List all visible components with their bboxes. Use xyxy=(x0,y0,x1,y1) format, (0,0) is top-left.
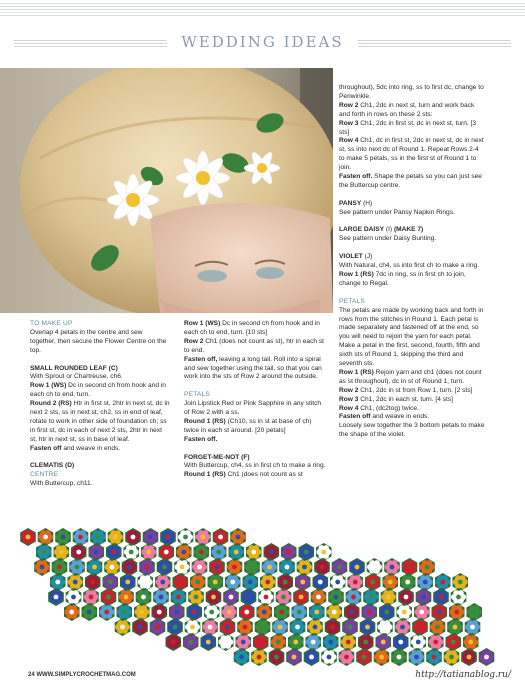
violet-petals-text: The petals are made by working back and forth in rows from the stitches in Round 1. Each petal is made separately and fastened off at the end, so you will need to rejoin the yarn for each petal. Make a petal in the first, second, fourth, fifth and sixth sts of Round 1, skipping the third and seventh sts. xyxy=(339,306,484,368)
crochet-motif xyxy=(89,543,105,561)
column-right xyxy=(339,84,485,440)
crochet-motif xyxy=(55,528,71,546)
crochet-motif xyxy=(257,603,273,621)
crochet-motif xyxy=(230,528,246,546)
footer-watermark-url: http://tatianablog.ru/ xyxy=(415,670,511,680)
crochet-motif xyxy=(446,633,462,651)
crochet-motif xyxy=(204,603,220,621)
crochet-motif xyxy=(391,648,407,666)
crochet-motif xyxy=(159,543,175,561)
crochet-motif xyxy=(463,633,479,651)
crochet-motif xyxy=(363,588,379,606)
crochet-motif xyxy=(393,633,409,651)
crochet-motif xyxy=(152,603,168,621)
header-band xyxy=(0,27,525,57)
crochet-motif xyxy=(192,558,208,576)
crochet-motif xyxy=(223,588,239,606)
violet-petal-fasten: Fasten off and weave in ends. xyxy=(339,413,430,421)
crochet-motif xyxy=(409,648,425,666)
crochet-motif xyxy=(398,588,414,606)
crochet-motif xyxy=(356,648,372,666)
crochet-motif xyxy=(173,573,189,591)
crochet-motif xyxy=(52,558,68,576)
leaf-round2: Round 2 (RS) Htr in first st, 2htr in next st, dc in next 2 sts, ss in next st, ch2, ss in end of leaf, rotate to work in other side of foundation ch; ss in first st, dc in each of next 2 sts, 2htr in next st, htr in next st, ss in base of leaf. xyxy=(30,400,170,443)
heading-pansy: PANSY (H) xyxy=(339,199,373,207)
fmn-row4: Row 4 Ch1, dc in first st, 2dc in next st, dc in next st, ss into next dc of Round 1. Repeat Rows 2-4 to make 5 petals, ss in the first st of Round 1 to join. xyxy=(339,137,484,172)
crochet-motif xyxy=(153,588,169,606)
leaf-intro: With Sprout or Chartreuse, ch6. xyxy=(30,373,123,381)
crochet-motif xyxy=(220,618,236,636)
crochet-motif xyxy=(288,633,304,651)
crochet-motif xyxy=(237,618,253,636)
crochet-motif xyxy=(209,558,225,576)
crochet-motif xyxy=(362,603,378,621)
crochet-motif xyxy=(122,558,138,576)
crochet-motif xyxy=(272,618,288,636)
crochet-motif xyxy=(444,648,460,666)
crochet-motif xyxy=(281,543,297,561)
crochet-motif xyxy=(293,588,309,606)
heading-clematis: CLEMATIS (D) xyxy=(30,462,75,470)
crochet-motif xyxy=(211,543,227,561)
crochet-motif xyxy=(402,558,418,576)
crochet-motif xyxy=(327,603,343,621)
crochet-motif xyxy=(330,573,346,591)
crochet-motif xyxy=(241,588,257,606)
crochet-motif xyxy=(195,528,211,546)
crochet-motif xyxy=(379,603,395,621)
crochet-motif xyxy=(20,528,36,546)
crochet-motif xyxy=(465,618,481,636)
crochet-motif xyxy=(325,618,341,636)
crochet-motif xyxy=(82,603,98,621)
crochet-motif xyxy=(34,558,50,576)
crochet-motif xyxy=(115,618,131,636)
violet-petal-row4: Row 4 Ch1, (dc2tog) twice. xyxy=(339,404,419,412)
crochet-motif xyxy=(278,573,294,591)
heading-large-daisy: LARGE DAISY (I) (MAKE 7) xyxy=(339,226,424,234)
heading-forget-me-not: FORGET-ME-NOT (F) xyxy=(184,453,250,461)
crochet-motif xyxy=(328,588,344,606)
crochet-motif xyxy=(174,558,190,576)
crochet-motif xyxy=(306,633,322,651)
crochet-motif xyxy=(138,573,154,591)
bride-headband-photo xyxy=(0,68,333,313)
crochet-motif xyxy=(134,603,150,621)
forget-me-not-round1: Round 1 (RS) Ch1 (does not count as st xyxy=(184,471,303,479)
clematis-row2: Row 2 Ch1 (does not count as st), htr in each st to end. xyxy=(184,337,325,354)
section-title: WEDDING IDEAS xyxy=(181,33,344,51)
crochet-motif xyxy=(433,588,449,606)
crochet-motif xyxy=(428,633,444,651)
subheading-centre: CENTRE xyxy=(30,471,59,479)
crochet-motif xyxy=(269,648,285,666)
crochet-motif xyxy=(314,558,330,576)
crochet-motif xyxy=(360,618,376,636)
crochet-motif xyxy=(295,573,311,591)
crochet-motif xyxy=(101,588,117,606)
crochet-motif xyxy=(38,528,54,546)
crochet-motif xyxy=(299,543,315,561)
crochet-motif xyxy=(68,573,84,591)
crochet-motif xyxy=(85,573,101,591)
crochet-motif xyxy=(118,588,134,606)
crochet-motif xyxy=(449,603,465,621)
crochet-motif xyxy=(194,543,210,561)
pansy-text: See pattern under Pansy Napkin Rings. xyxy=(339,208,455,216)
crochet-motif xyxy=(316,543,332,561)
crochet-motif xyxy=(236,633,252,651)
crochet-motif xyxy=(139,558,155,576)
crochet-motif xyxy=(183,633,199,651)
crochet-motif xyxy=(160,528,176,546)
crochet-motif xyxy=(274,603,290,621)
crochet-motif xyxy=(169,603,185,621)
crochet-motif xyxy=(244,558,260,576)
crochet-motif xyxy=(255,618,271,636)
crochet-motif xyxy=(106,543,122,561)
crochet-motif xyxy=(103,573,119,591)
crochet-motif xyxy=(262,558,278,576)
crochet-motif xyxy=(271,633,287,651)
crochet-motif xyxy=(125,528,141,546)
crochet-motif xyxy=(332,558,348,576)
crochet-motif xyxy=(307,618,323,636)
footer-page-url: 24 WWW.SIMPLYCROCHETMAG.COM xyxy=(28,672,136,678)
crochet-motif xyxy=(467,603,483,621)
text-to-make-up: Overlap 4 petals in the centre and sew together, then secure the Flower Centre on the top. xyxy=(30,328,167,354)
crochet-motif xyxy=(411,633,427,651)
crochet-motif xyxy=(453,573,469,591)
crochet-motif xyxy=(395,618,411,636)
crochet-motif xyxy=(383,573,399,591)
fmn-row3: Row 3 Ch1, 2dc in first st, dc in next st, turn. [3 sts] xyxy=(339,119,477,136)
crochet-motif xyxy=(202,618,218,636)
crochet-motif xyxy=(157,558,173,576)
crochet-motif xyxy=(229,543,245,561)
crochet-motif xyxy=(430,618,446,636)
crochet-motif xyxy=(451,588,467,606)
crochet-motif xyxy=(341,633,357,651)
crochet-motif xyxy=(150,618,166,636)
violet-petal-row1: Row 1 (RS) Rejoin yarn and ch1 (does not count as st throughout), dc in st of Round 1, turn. xyxy=(339,368,482,385)
crochet-motif xyxy=(143,528,159,546)
crochet-motif xyxy=(234,648,250,666)
crochet-motif xyxy=(190,573,206,591)
crochet-motif xyxy=(117,603,133,621)
crochet-motif xyxy=(54,543,70,561)
clematis-text: With Buttercup, ch11. xyxy=(30,480,93,488)
crochet-motif xyxy=(208,573,224,591)
crochet-motif xyxy=(339,648,355,666)
fmn-row2: Row 2 Ch1, 2dc in next st, turn and work back and forth in rows on these 2 sts: xyxy=(339,101,475,118)
crochet-motif xyxy=(384,558,400,576)
crochet-motif xyxy=(108,528,124,546)
crochet-motif xyxy=(297,558,313,576)
column-middle xyxy=(184,320,326,480)
crochet-motif xyxy=(87,558,103,576)
crochet-motif xyxy=(447,618,463,636)
crochet-motif xyxy=(376,633,392,651)
crochet-motif xyxy=(124,543,140,561)
crochet-motif xyxy=(176,543,192,561)
crochet-motif xyxy=(479,648,495,666)
crochet-motif xyxy=(304,648,320,666)
crochet-motif xyxy=(69,558,85,576)
crochet-motif xyxy=(141,543,157,561)
crochet-motif xyxy=(99,603,115,621)
header-rule xyxy=(0,2,525,16)
heading-petals-violet: PETALS xyxy=(339,297,365,305)
fmn-fasten: Fasten off. Shape the petals so you can just see the Buttercup centre. xyxy=(339,173,482,189)
daisy-text: See pattern under Daisy Bunting. xyxy=(339,235,437,243)
crochet-motif xyxy=(349,558,365,576)
crochet-motif xyxy=(412,618,428,636)
crochet-motif xyxy=(132,618,148,636)
crochet-motif xyxy=(104,558,120,576)
crochet-motif xyxy=(418,573,434,591)
crochet-motif xyxy=(66,588,82,606)
violet-petal-row2: Row 2 Ch1, 2dc in st from Row 1, turn. [2 sts] xyxy=(339,386,473,394)
crochet-motif xyxy=(435,573,451,591)
crochet-motif xyxy=(279,558,295,576)
crochet-motif xyxy=(311,588,327,606)
crochet-motif xyxy=(377,618,393,636)
crochet-motif xyxy=(83,588,99,606)
crochet-motif xyxy=(167,618,183,636)
crochet-motif xyxy=(227,558,243,576)
clematis-row1: Row 1 (WS) Dc in second ch from hook and in each ch to end, turn. [10 sts] xyxy=(184,320,320,336)
crochet-motif xyxy=(48,588,64,606)
crochet-motif xyxy=(225,573,241,591)
crochet-motif xyxy=(36,543,52,561)
clematis-petals-text: Join Lipstick Red or Pink Sapphire in any stitch of Row 2 with a ss. xyxy=(184,400,322,417)
crochet-motif xyxy=(213,528,229,546)
crochet-motif xyxy=(342,618,358,636)
crochet-motif xyxy=(246,543,262,561)
heading-violet: VIOLET (J) xyxy=(339,253,373,261)
crochet-motif xyxy=(323,633,339,651)
heading-petals-clematis: PETALS xyxy=(184,391,210,399)
crochet-motif xyxy=(276,588,292,606)
violet-round1: Row 1 (RS) 7dc in ring, ss in first ch to join, change to Regal. xyxy=(339,270,466,287)
crochet-motif xyxy=(239,603,255,621)
crochet-motif xyxy=(243,573,259,591)
crochet-motif xyxy=(400,573,416,591)
clematis-fasten-off: Fasten off. xyxy=(184,435,218,443)
crochet-motif xyxy=(414,603,430,621)
crochet-motif xyxy=(166,633,182,651)
crochet-motif xyxy=(432,603,448,621)
crochet-motif xyxy=(309,603,325,621)
crochet-motif xyxy=(155,573,171,591)
crochet-motif xyxy=(136,588,152,606)
crochet-motif xyxy=(286,648,302,666)
crochet-motif xyxy=(426,648,442,666)
crochet-motif xyxy=(178,528,194,546)
violet-petal-row3: Row 3 Ch1, 2dc in each st, turn. [4 sts] xyxy=(339,395,453,403)
crochet-motif xyxy=(201,633,217,651)
crochet-motif xyxy=(71,543,87,561)
crochet-motif xyxy=(171,588,187,606)
crochet-motif xyxy=(188,588,204,606)
violet-text: With Natural, ch4, ss into first ch to make a ring. xyxy=(339,262,479,270)
crochet-motif-blanket-image xyxy=(18,527,498,667)
crochet-motif xyxy=(260,573,276,591)
crochet-motif xyxy=(358,633,374,651)
crochet-motif xyxy=(365,573,381,591)
crochet-motif xyxy=(321,648,337,666)
column-left xyxy=(30,320,170,489)
crochet-motif xyxy=(251,648,267,666)
clematis-petals-round1: Round 1 (RS) (Ch10, ss in st at base of ch) twice in each st around. [20 petals] xyxy=(184,417,312,434)
violet-final: Loosely sew together the 3 bottom petals to make the shape of the violet. xyxy=(339,422,485,439)
forget-me-not-text: With Buttercup, ch4, ss in first ch to make a ring. xyxy=(184,462,326,470)
crochet-motif xyxy=(367,558,383,576)
crochet-motif xyxy=(461,648,477,666)
clematis-fasten: Fasten off, leaving a long tail. Roll into a spiral and sew together using the tail, so that you can work into the sts of Row 2 around the outside. xyxy=(184,355,322,381)
crochet-motif xyxy=(264,543,280,561)
crochet-motif xyxy=(313,573,329,591)
crochet-motif xyxy=(185,618,201,636)
crochet-motif xyxy=(397,603,413,621)
heading-to-make-up: TO MAKE UP xyxy=(30,320,73,327)
crochet-motif xyxy=(206,588,222,606)
crochet-motif xyxy=(381,588,397,606)
crochet-motif xyxy=(346,588,362,606)
crochet-motif xyxy=(50,573,66,591)
crochet-motif xyxy=(253,633,269,651)
crochet-motif xyxy=(90,528,106,546)
crochet-motif xyxy=(344,603,360,621)
crochet-motif xyxy=(222,603,238,621)
crochet-motif xyxy=(374,648,390,666)
crochet-motif xyxy=(348,573,364,591)
crochet-motif xyxy=(416,588,432,606)
crochet-motif xyxy=(290,618,306,636)
crochet-motif xyxy=(187,603,203,621)
heading-small-rounded-leaf: SMALL ROUNDED LEAF (C) xyxy=(30,364,118,372)
crochet-motif xyxy=(120,573,136,591)
forget-me-not-cont: throughout), 5dc into ring, ss to first dc, change to Periwinkle. xyxy=(339,84,484,100)
crochet-motif xyxy=(258,588,274,606)
leaf-fasten: Fasten off and weave in ends. xyxy=(30,444,121,452)
crochet-motif xyxy=(419,558,435,576)
crochet-motif xyxy=(73,528,89,546)
crochet-motif xyxy=(292,603,308,621)
crochet-motif xyxy=(64,603,80,621)
leaf-row1: Row 1 (WS) Dc in second ch from hook and in each ch to end, turn. xyxy=(30,382,166,399)
crochet-motif xyxy=(218,633,234,651)
